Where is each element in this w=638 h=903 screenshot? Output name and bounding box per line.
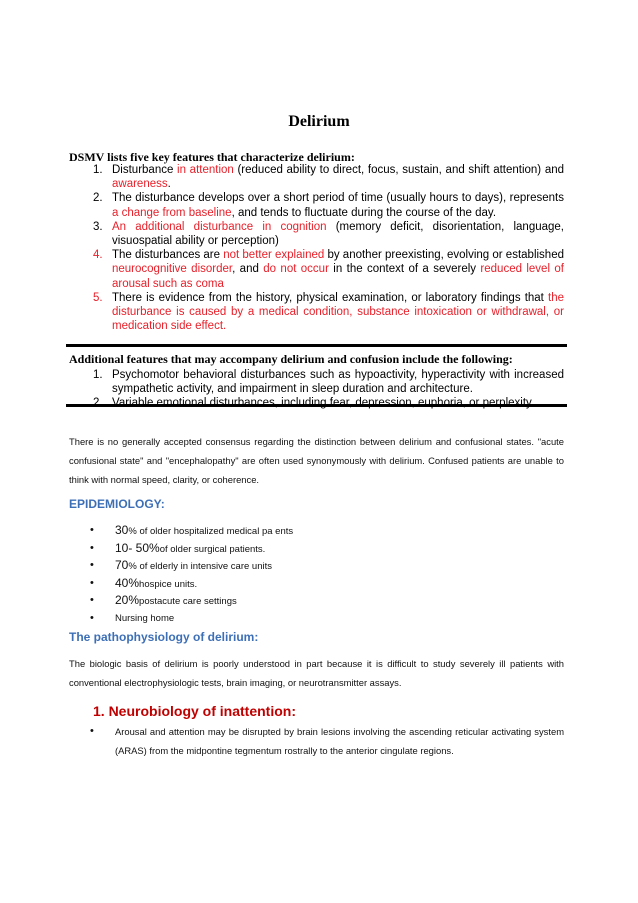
- divider-line: [66, 344, 567, 347]
- item-text: Nursing home: [115, 612, 175, 624]
- highlighted-text: the disturbance is caused by a medical condition, substance intoxication or withdrawal, or medication side effect.: [112, 291, 564, 333]
- consensus-paragraph: There is no generally accepted consensus regarding the distinction between delirium and confusional states. "acute confusional state" and "encephalopathy" are often used synonymously with delirium. Confused patients are unable to think with normal speed, clarity, or coherence.: [69, 436, 564, 485]
- list-number: 5.: [93, 291, 103, 304]
- item-text: % of elderly in intensive care units: [128, 561, 272, 573]
- dsm-heading: DSMV lists five key features that characterize delirium:: [69, 150, 355, 164]
- item-text: by another preexisting, evolving or established: [324, 249, 564, 262]
- bullet-icon: •: [90, 594, 94, 607]
- list-number: 1.: [93, 369, 103, 381]
- item-text: , and tends to fluctuate during the course of the day.: [231, 206, 497, 219]
- neurobiology-heading: 1. Neurobiology of inattention:: [93, 703, 296, 719]
- bullet-icon: •: [90, 524, 94, 536]
- list-number: 1.: [93, 164, 103, 176]
- item-text: .: [167, 178, 171, 191]
- dsm-feature-item: [69, 291, 564, 334]
- item-text: hospice units.: [139, 578, 198, 590]
- epidemiology-item: [90, 557, 293, 575]
- bullet-icon: •: [90, 576, 94, 589]
- item-text: postacute care settings: [139, 596, 237, 608]
- epidemiology-item: [90, 610, 293, 628]
- bullet-icon: •: [90, 611, 94, 624]
- item-text: Disturbance: [112, 164, 178, 176]
- item-text: (memory deficit, disorientation, language, visuospatial ability or perception): [112, 220, 564, 248]
- epidemiology-item: [90, 592, 293, 610]
- statistic-value: 40%: [115, 575, 140, 590]
- item-text: (reduced ability to direct, focus, sustain, and shift attention) and: [233, 164, 565, 176]
- pathophysiology-heading: The pathophysiology of delirium:: [69, 630, 259, 644]
- pathophysiology-paragraph: The biologic basis of delirium is poorly understood in part because it is difficult to study severely ill patients with conventional electrophysiologic tests, brain imaging, or neurotransmitter assays.: [69, 658, 564, 688]
- neurobiology-item: [90, 722, 564, 760]
- dsm-feature-item: [69, 191, 564, 219]
- highlighted-text: not better explained: [223, 249, 325, 262]
- item-text: , and: [232, 263, 264, 276]
- divider-line: [66, 404, 567, 407]
- epidemiology-item: [90, 522, 293, 540]
- dsm-feature-item: [69, 163, 564, 191]
- item-text: The disturbance develops over a short period of time (usually hours to days), represents: [112, 192, 564, 205]
- item-text: There is evidence from the history, physical examination, or laboratory findings that: [112, 291, 548, 304]
- neurobiology-list: [90, 722, 564, 760]
- highlighted-text: neurocognitive disorder: [112, 263, 233, 276]
- statistic-value: 30: [115, 523, 129, 537]
- list-number: 4.: [93, 249, 103, 262]
- statistic-value: 70: [115, 558, 129, 573]
- bullet-icon: •: [90, 541, 94, 554]
- item-text: Arousal and attention may be disrupted by brain lesions involving the ascending reticular activating system (ARAS) from the midpontine tegmentum rostrally to the anterior cingulate regions.: [115, 726, 564, 756]
- highlighted-text: in attention: [177, 164, 234, 176]
- list-number: 3.: [93, 220, 103, 233]
- item-text: % of older hospitalized medical pa ents: [128, 526, 294, 537]
- highlighted-text: reduced level of arousal such as coma: [112, 263, 564, 290]
- epidemiology-item: [90, 540, 293, 558]
- bullet-icon: •: [90, 559, 94, 572]
- highlighted-text: do not occur: [263, 263, 329, 276]
- statistic-value: 20%: [115, 593, 140, 608]
- list-number: 2.: [93, 192, 103, 205]
- additional-features-heading: Additional features that may accompany delirium and confusion include the following:: [69, 352, 513, 366]
- statistic-value: 10- 50%: [115, 540, 160, 555]
- item-text: of older surgical patients.: [159, 543, 266, 555]
- dsm-feature-item: [69, 220, 564, 248]
- dsm-feature-list: [69, 163, 564, 333]
- page-title: Delirium: [288, 113, 350, 130]
- epidemiology-list: [90, 522, 293, 628]
- bullet-icon: •: [90, 725, 94, 737]
- item-text: Psychomotor behavioral disturbances such as hypoactivity, hyperactivity with increased sympathetic activity, and impairment in sleep duration and architecture.: [112, 369, 564, 396]
- dsm-feature-item: [69, 248, 564, 291]
- epidemiology-heading: EPIDEMIOLOGY:: [69, 497, 165, 511]
- highlighted-text: An additional disturbance in cognition: [112, 220, 327, 233]
- epidemiology-item: [90, 575, 293, 593]
- item-text: The disturbances are: [112, 249, 224, 262]
- highlighted-text: awareness: [112, 178, 168, 191]
- highlighted-text: a change from baseline: [112, 206, 232, 219]
- item-text: in the context of a severely: [328, 263, 481, 276]
- additional-feature-item: [69, 368, 564, 396]
